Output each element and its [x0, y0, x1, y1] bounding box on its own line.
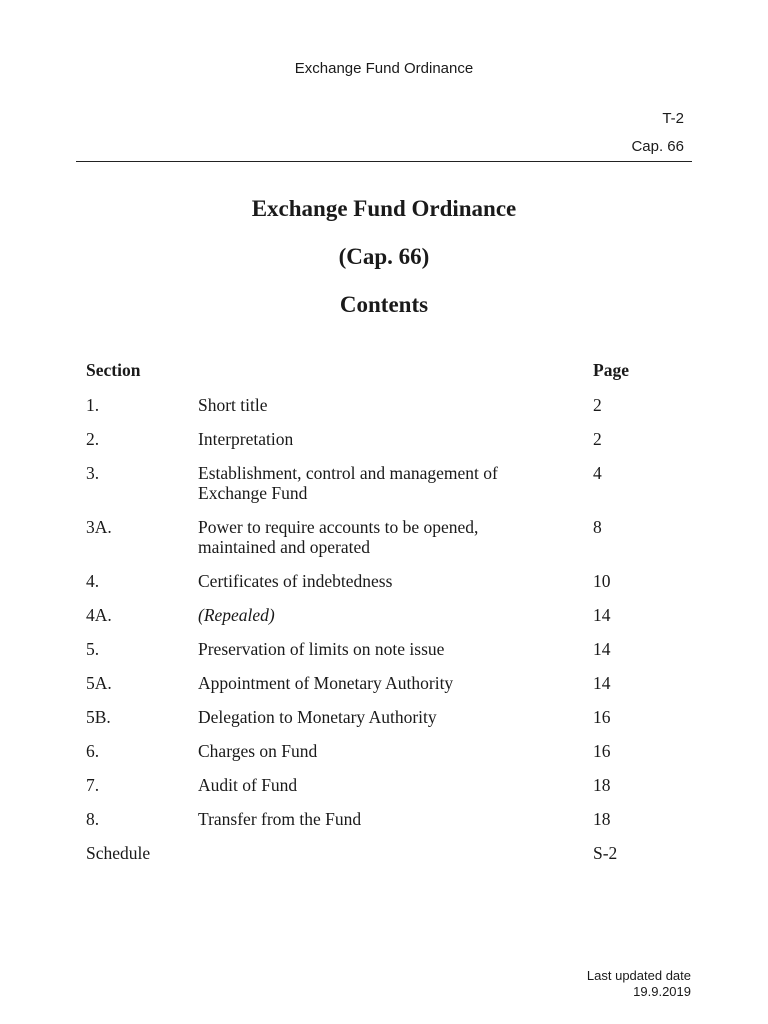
- document-title: Exchange Fund Ordinance: [251, 196, 517, 221]
- header-rule: [76, 161, 692, 162]
- toc-title: [198, 809, 593, 829]
- toc-row[interactable]: [86, 429, 686, 449]
- toc-page: 4: [593, 463, 602, 483]
- section-column-header: Section: [86, 360, 141, 380]
- toc-row[interactable]: [86, 639, 686, 659]
- toc-section: 3.: [86, 463, 100, 483]
- toc-title-line: Exchange Fund: [198, 483, 308, 503]
- toc-row[interactable]: [86, 707, 686, 727]
- toc-title: [198, 463, 593, 503]
- last-updated-label: Last updated date: [586, 968, 691, 983]
- toc-section: 5A.: [86, 673, 112, 693]
- table-of-contents: [86, 360, 686, 877]
- toc-section: 5B.: [86, 707, 111, 727]
- toc-title: [198, 707, 593, 727]
- page-column-header: Page: [593, 360, 629, 380]
- toc-page: S-2: [593, 843, 618, 863]
- toc-title-line: Interpretation: [198, 429, 294, 449]
- toc-page: 16: [593, 707, 611, 727]
- toc-page: 16: [593, 741, 611, 761]
- toc-title-line: Delegation to Monetary Authority: [198, 707, 437, 727]
- toc-row[interactable]: [86, 843, 686, 863]
- toc-title-line: Preservation of limits on note issue: [198, 639, 445, 659]
- page-id: T-2: [662, 110, 684, 127]
- toc-page: 8: [593, 517, 602, 537]
- toc-page: 10: [593, 571, 611, 591]
- toc-page: 18: [593, 775, 611, 795]
- footer: [587, 968, 691, 1000]
- toc-section: 4A.: [86, 605, 112, 625]
- running-title: Exchange Fund Ordinance: [294, 60, 474, 77]
- toc-title: [198, 395, 593, 415]
- toc-title-line: Certificates of indebtedness: [198, 571, 393, 591]
- toc-section: 3A.: [86, 517, 112, 537]
- toc-section: 2.: [86, 429, 100, 449]
- toc-row[interactable]: [86, 605, 686, 625]
- toc-title-line: maintained and operated: [198, 537, 371, 557]
- toc-section: 4.: [86, 571, 100, 591]
- toc-page: 18: [593, 809, 611, 829]
- toc-title-line: Audit of Fund: [198, 775, 298, 795]
- toc-section: 5.: [86, 639, 100, 659]
- toc-section: 6.: [86, 741, 100, 761]
- toc-row[interactable]: [86, 809, 686, 829]
- toc-title: [198, 605, 593, 625]
- toc-title: [198, 741, 593, 761]
- toc-section: Schedule: [86, 843, 151, 863]
- document-chapter: (Cap. 66): [338, 244, 430, 269]
- toc-section: 7.: [86, 775, 100, 795]
- toc-title-line: Short title: [198, 395, 268, 415]
- toc-title: [198, 429, 593, 449]
- toc-row[interactable]: [86, 775, 686, 795]
- toc-page: 2: [593, 429, 602, 449]
- toc-title: [198, 571, 593, 591]
- chapter-number: Cap. 66: [631, 138, 684, 155]
- toc-section: 1.: [86, 395, 100, 415]
- toc-header-row: [86, 360, 686, 380]
- toc-title: [198, 639, 593, 659]
- toc-row[interactable]: [86, 673, 686, 693]
- toc-title-line: Power to require accounts to be opened,: [198, 517, 479, 537]
- toc-title: [198, 517, 593, 557]
- toc-page: 14: [593, 673, 611, 693]
- toc-title: [198, 775, 593, 795]
- toc-row[interactable]: [86, 571, 686, 591]
- toc-row[interactable]: [86, 517, 686, 557]
- toc-title-line: Transfer from the Fund: [198, 809, 362, 829]
- contents-heading: Contents: [339, 292, 429, 317]
- toc-page: 14: [593, 639, 611, 659]
- toc-row[interactable]: [86, 463, 686, 503]
- toc-title: [198, 673, 593, 693]
- last-updated-date: 19.9.2019: [633, 984, 691, 999]
- toc-row[interactable]: [86, 741, 686, 761]
- toc-row[interactable]: [86, 395, 686, 415]
- toc-title: [198, 843, 593, 863]
- toc-section: 8.: [86, 809, 100, 829]
- toc-title-line: (Repealed): [198, 605, 275, 625]
- toc-page: 2: [593, 395, 602, 415]
- toc-title-line: Appointment of Monetary Authority: [198, 673, 454, 693]
- toc-page: 14: [593, 605, 611, 625]
- toc-title-line: Establishment, control and management of: [198, 463, 498, 483]
- toc-title-line: Charges on Fund: [198, 741, 318, 761]
- title-column-header: [198, 360, 593, 380]
